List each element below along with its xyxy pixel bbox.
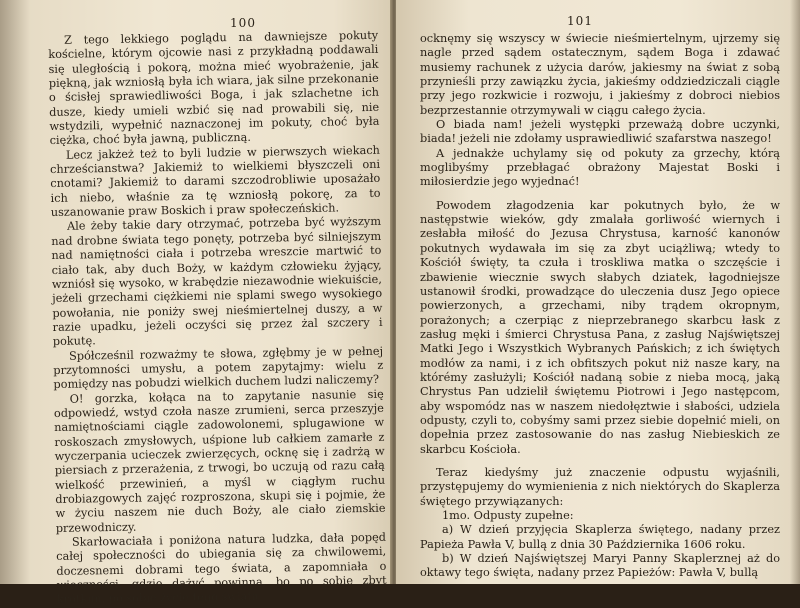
paragraph: Lecz jakżeż też to byli ludzie w pierwszych wiekach chrześcianstwa? Jakiemiż to wielkiemi błyszczeli oni cnotami? Jakiemiż to darami szczodrobliwie uposażało ich niebo, właśnie za tę wzniosłą pokorę, za to uszanowanie praw Boskich i praw społeczeńskich. bbox=[50, 143, 381, 220]
paragraph: O biada nam! jeżeli występki przeważą dobre uczynki, biada! jeżeli nie zdołamy usprawiedliwić szafarstwa naszego! bbox=[420, 118, 780, 146]
page-edge-shadow bbox=[0, 0, 30, 584]
page-body bbox=[420, 32, 780, 581]
page-body bbox=[48, 29, 387, 608]
list-item: b) W dzień Najświętszej Maryi Panny Skaplerznej aż do oktawy tego święta, nadany przez Papieżów: Pawła V, bullą bbox=[420, 552, 780, 580]
page-number: 101 bbox=[567, 14, 593, 28]
left-page bbox=[0, 0, 392, 607]
paragraph: Teraz kiedyśmy już znaczenie odpustu wyjaśnili, przystępujemy do wymienienia z nich niektórych do Skaplerza świętego przywiązanych: bbox=[420, 465, 780, 508]
page-number: 100 bbox=[230, 16, 256, 30]
list-heading: 1mo. Odpusty zupełne: bbox=[442, 509, 574, 522]
paragraph: Z tego lekkiego poglądu na dawniejsze pokuty kościelne, którym ojcowie nasi z przykładną poddawali się uległością i pokorą, można mieć wyobrażenie, jak piękną, jak wzniosłą była ich wiara, jak silne przekonanie o ścisłej sprawiedliwości Boga, i jak szlachetne ich dusze, kiedy umieli wzbić się nad prowabili się, nie wstydzili, wypełnić naznaczonej im pokuty, choć była ciężka, choć była jawną, publiczną. bbox=[48, 28, 380, 148]
paragraph: Powodem złagodzenia kar pokutnych było, że w następstwie wieków, gdy zmalała gorliwość wiernych i zesłabła miłość do Jezusa Chrystusa, karność kanonów pokutnych wydawała im się za zbyt uciążliwą; wtedy to Kościół święty, ta czuła i troskliwa matka o szczęście i zbawienie wiecznie swych słabych dziatek, łagodniejsze ustanowił środki, prowadzące do uleczenia dusz Jego opiece powierzonych, a grzechami, niby trądem okropnym, porażonych; a czerpiąc z nieprzebranego skarbcu łask z zasług męki i śmierci Chrystusa Pana, z zasług Najświętszej Matki Jego i Wszystkich Wybranych Pańskich; z ich świętych modłów za nami, i z ich obfitszych pokut niż nasze kary, na którémy zasłużyli; Kościół nadaną sobie z nieba mocą, jaką Chrystus Pan udzielił świętemu Piotrowi i Jego następcom, aby wspomódz nas w naszem niedołęztwie i słabości, udziela odpusty, czyli to, cobyśmy sami przez siebie dopełnić mieli, on dopełnia przez zastosowanie do nas zasług Niebieskich ze skarbcu Kościoła. bbox=[420, 198, 780, 456]
right-page bbox=[396, 0, 800, 584]
list-item: a) W dzień przyjęcia Skaplerza świętego, nadany przez Papieża Pawła V, bullą z dnia 30 Października 1606 roku. bbox=[420, 523, 780, 551]
paragraph: Ale żeby takie dary otrzymać, potrzeba być wyższym nad drobne świata tego ponęty, potrzeba być silniejszym nad namiętności ciała i potrzeba wreszcie martwić to ciało tak, aby duch Boży, w każdym człowieku żyjący, wzniósł się wysoko, w krabędzie niezawodnie wiekuiście, jeżeli grzechami ciężkiemi nie splami swego wysokiego powołania, nie poniży swej nieśmiertelnej duszy, a w razie upadku, jeżeli oczyści się przez żal szczery i pokutę. bbox=[51, 215, 383, 349]
paragraph: O! gorzka, kołąca na to zapytanie nasunie się odpowiedź, wstyd czoła nasze zrumieni, serca przeszyje namiętnościami ciągle zadowolonemi, splugawione w roskoszach zmysłowych, uśpione lub całkiem zamarłe z wyczerpania ucieczek zwierzęcych, ocknę się i zadrżą w piersiach z przerażenia, z trwogi, bo uczują od razu całą wielkość przewinień, a myśl w ciągłym ruchu drobiazgowych zajęć rozproszona, skupi się i pojmie, że w życiu naszem nie duch Boży, ale ciało ziemskie przewodniczy. bbox=[53, 387, 386, 535]
paragraph: A jednakże uchylamy się od pokuty za grzechy, którą moglibyśmy przebłagać obrażony Majestat Boski i miłosierdzie jego wyjednać! bbox=[420, 146, 780, 189]
page-edge-shadow bbox=[790, 0, 800, 584]
paragraph: ocknęmy się wszyscy w świecie nieśmiertelnym, ujrzemy się nagle przed sądem ostatecznym, sądem Boga i zdawać musiemy rachunek z użycia darów, jakiesmy na świat z sobą przynieśli przy zawiązku życia, jakieśmy oddziedziczali ciągle przy jego rozkwicie i rozwoju, i jakieśmy z dobroci niebios bezprzestannie otrzymywali w ciągu całego życia. bbox=[420, 32, 780, 117]
paragraph: Spółcześnil rozważmy te słowa, zgłębmy je w pełnej przytomności umysłu, a potem zapytajmy: wielu z pomiędzy nas pobudzi wielkich duchem ludzi naliczemy? bbox=[53, 344, 384, 392]
paragraph: Skarłowaciała i poniżona natura ludzka, dała popęd całej społeczności do ubiegania się za chwilowemi, doczesnemi dobrami tego świata, a zapomniała o wieczności, gdzie dążyć powinna, bo po sobie zbyt krótkim, po sobie życie tego świata bbox=[56, 530, 387, 607]
